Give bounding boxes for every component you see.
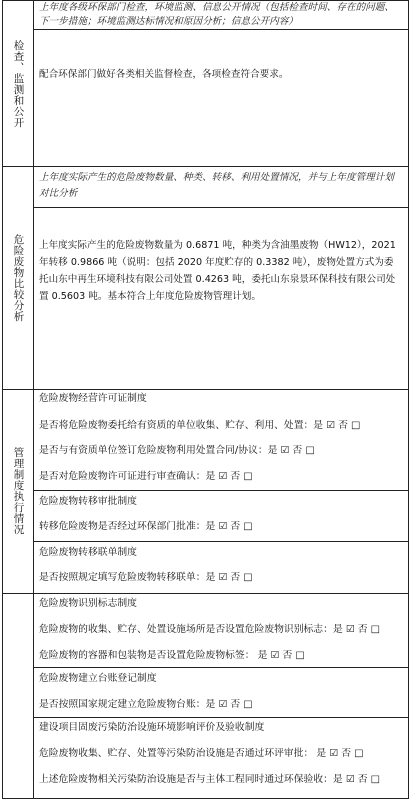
section-label-comparison: 危险废物比较分析	[12, 233, 25, 322]
identification-row: 危险废物的收集、贮存、处置设施场所是否设置危险废物识别标志：是 ☑ 否 □	[39, 624, 380, 635]
management-row: 危险废物转移联单制度	[39, 547, 137, 558]
divider	[3, 166, 408, 167]
divider	[33, 207, 408, 208]
section-label-inspection: 检查、监测和公开	[12, 39, 25, 128]
management-row: 是否与有资质单位签订危险废物利用处置合同/协议：是 ☑ 否 □	[39, 445, 315, 456]
identification-row: 建设项目固废污染防治设施环境影响评价及验收制度	[39, 722, 265, 733]
comparison-answer: 上年度实际产生的危险废物数量为 0.6871 吨，种类为含油墨废物（HW12），2021 年转移 0.9866 吨（说明：包括 2020 年度贮存的 0.3382 吨），废物处置方式为委托山东中再生环境科技有限公司处置 0.4263 吨，委托山东泉景环保科技有限公司处置 0.5603 吨。基本符合上年度危险废物管理计划。	[39, 240, 396, 302]
management-row: 危险废物转移审批制度	[39, 496, 137, 507]
management-row: 是否对危险废物许可证进行审查确认：是 ☑ 否 □	[39, 471, 253, 482]
section-label-management: 管理制度执行情况	[12, 447, 25, 535]
management-row: 是否按照规定填写危险废物转移联单：是 ☑ 否 □	[39, 572, 253, 583]
divider	[33, 717, 408, 718]
identification-row: 危险废物识别标志制度	[39, 598, 137, 609]
form-table	[2, 0, 409, 799]
identification-row: 危险废物建立台账登记制度	[39, 673, 157, 684]
management-row: 危险废物经营许可证制度	[39, 393, 147, 404]
management-row: 转移危险废物是否经过环保部门批准：是 ☑ 否 □	[39, 521, 253, 532]
comparison-prompt: 上年度实际产生的危险废物数量、种类、转移、利用处置情况，并与上年度管理计划对比分析	[39, 172, 394, 199]
management-row: 是否将危险废物委托给有资质的单位收集、贮存、利用、处置：是 ☑ 否 □	[39, 420, 361, 431]
identification-row: 是否按照国家规定建立危险废物台账：是 ☑ 否 □	[39, 699, 253, 710]
divider	[33, 667, 408, 668]
divider	[33, 490, 408, 491]
divider	[3, 593, 408, 594]
inspection-prompt: 上年度各级环保部门检查，环境监测、信息公开情况（包括检查时间、存在的问题、下一步措施；环境监测达标情况和原因分析；信息公开内容）	[39, 2, 394, 27]
divider	[33, 29, 408, 30]
divider	[33, 541, 408, 542]
inspection-answer: 配合环保部门做好各类相关监督检查，各项检查符合要求。	[39, 69, 289, 80]
identification-row: 危险废物的容器和包装物是否设置危险废物标签： 是 ☑ 否 □	[39, 650, 305, 661]
column-divider	[33, 1, 34, 798]
divider	[3, 389, 408, 390]
identification-row: 上述危险废物相关污染防治设施是否与主体工程同时通过环保验收：是 ☑ 否 □	[39, 774, 380, 785]
identification-row: 危险废物收集、贮存、处置等污染防治设施是否通过环评审批： 是 ☑ 否 □	[39, 748, 364, 759]
